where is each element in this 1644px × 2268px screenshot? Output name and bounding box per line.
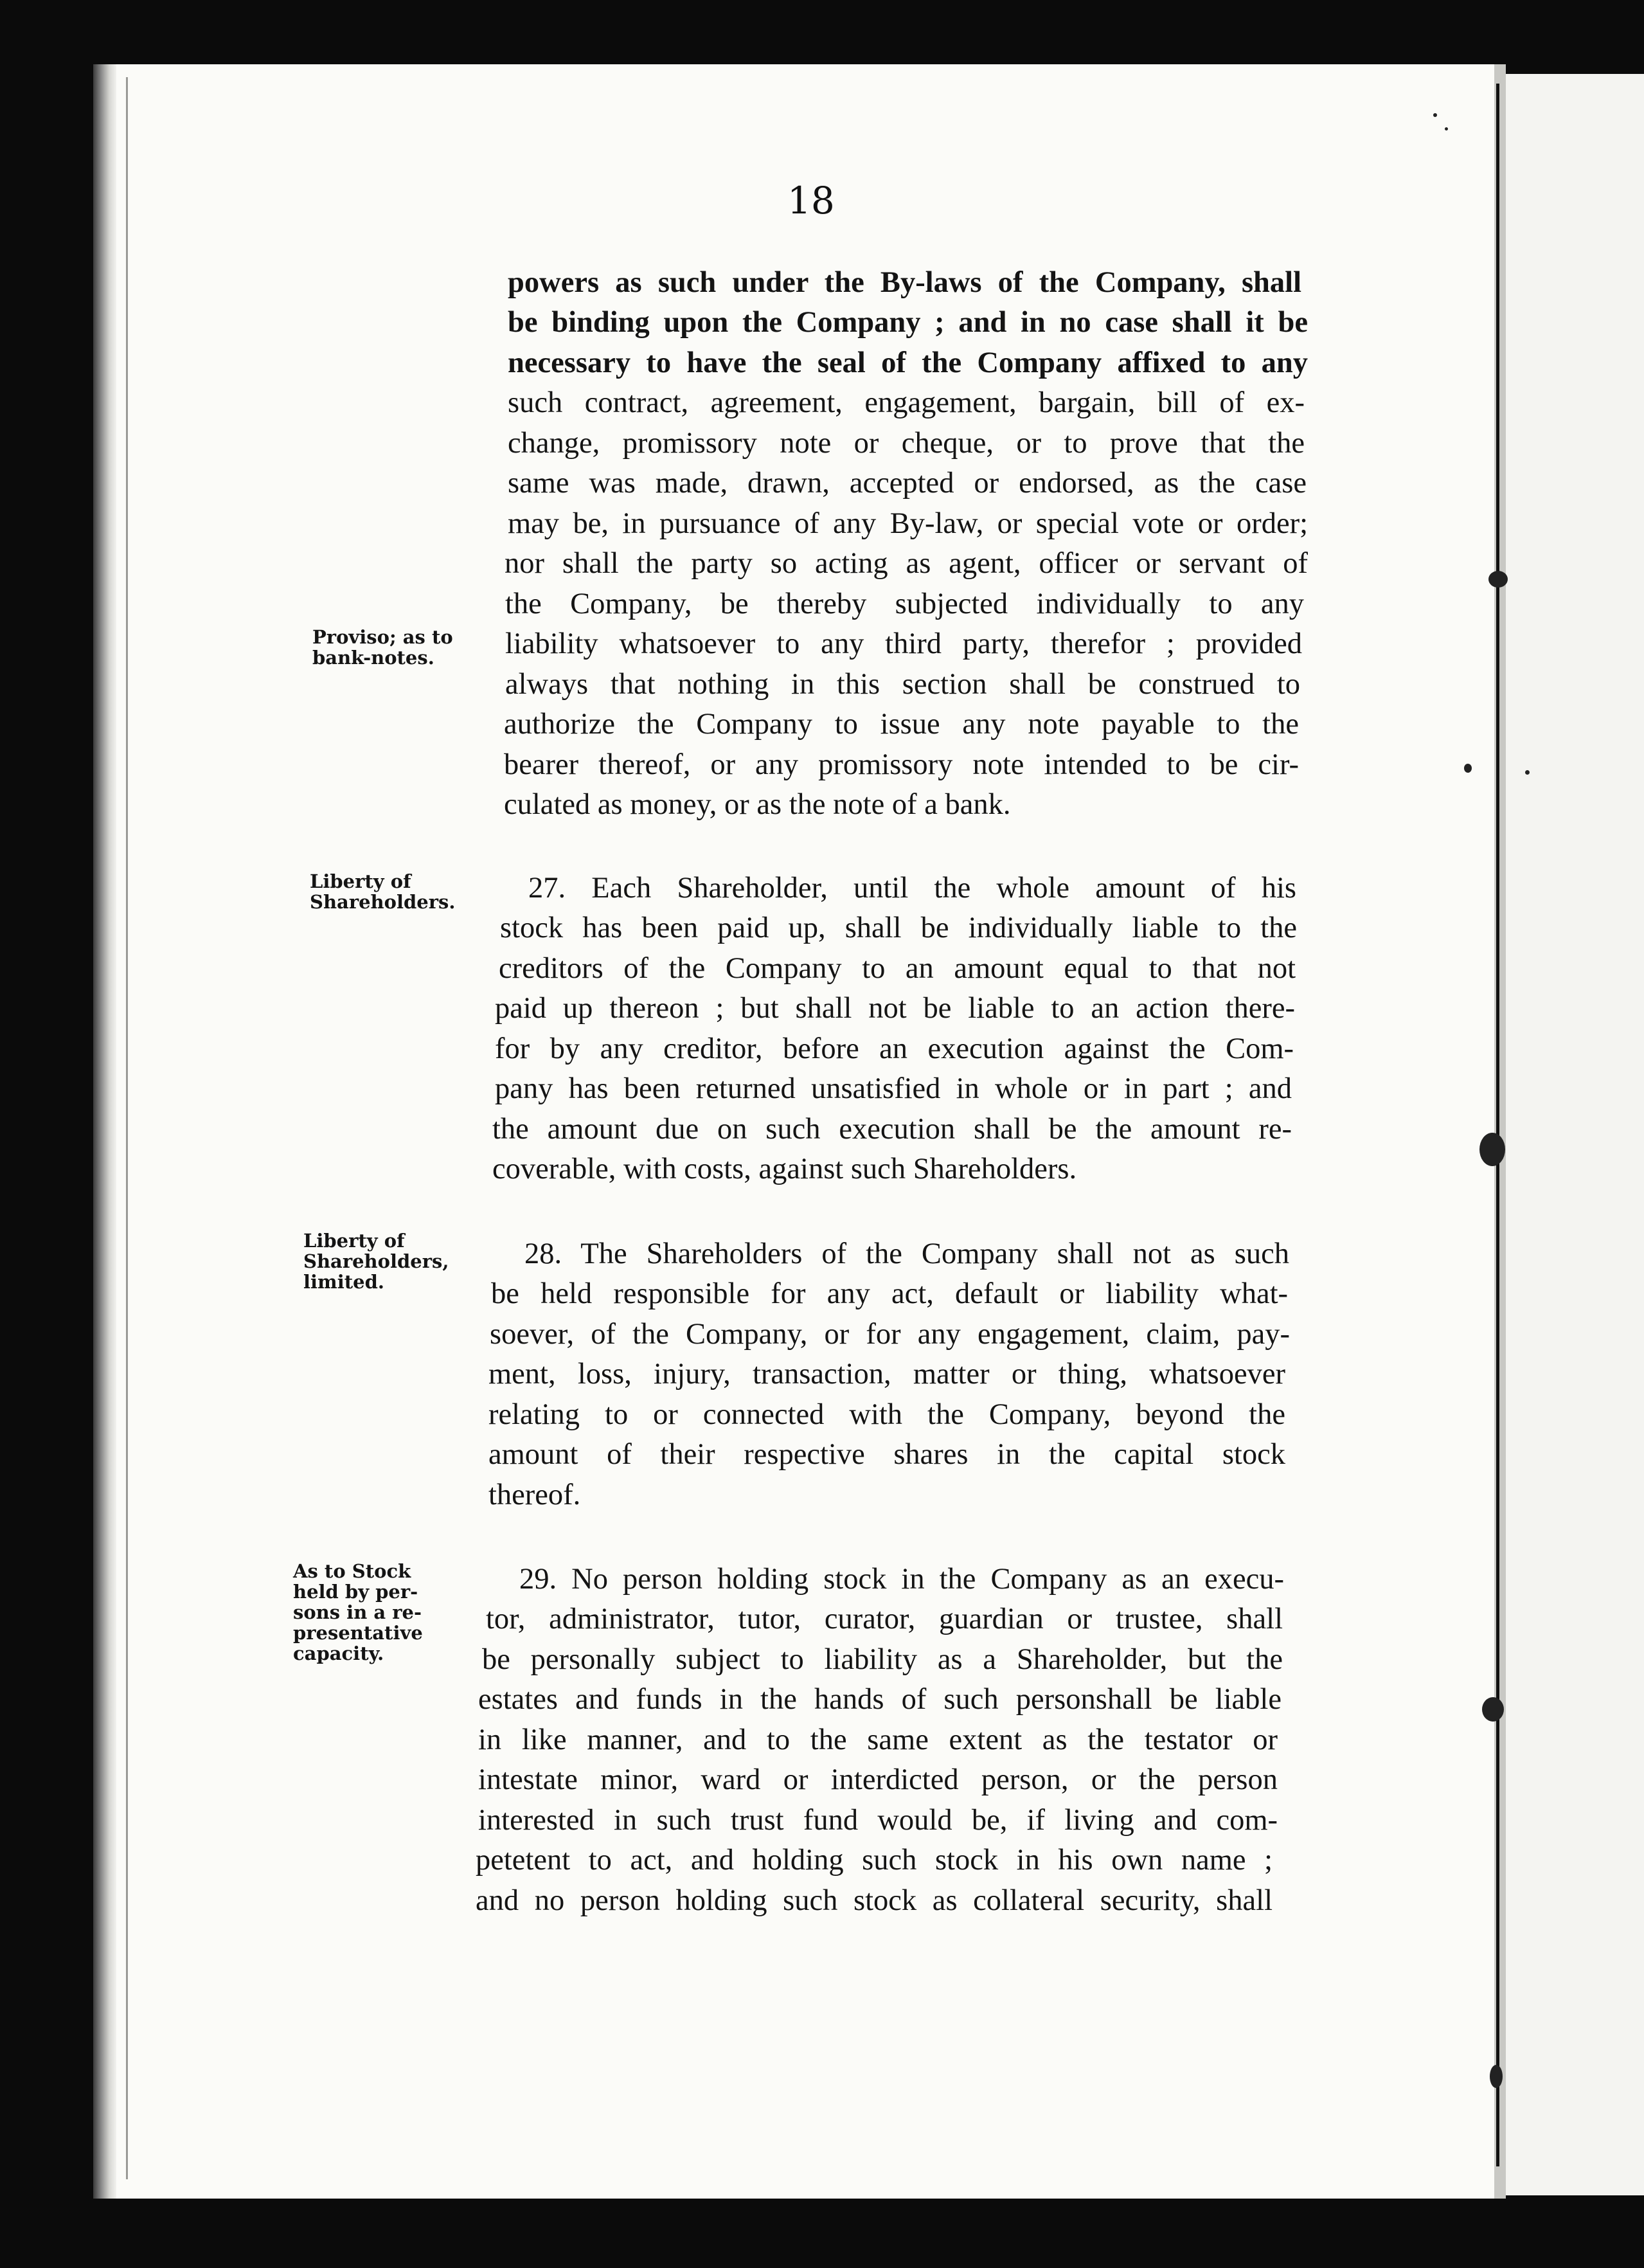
text-line: be binding upon the Company ; and in no case shall it be [508,306,1308,339]
text-line: soever, of the Company, or for any engagement, claim, pay- [490,1318,1290,1351]
adjacent-page-sliver [1506,74,1644,2195]
text-line: petetent to act, and holding such stock in his own name ; [476,1844,1273,1877]
margin-note-liberty [310,871,455,912]
margin-note-line: Shareholders. [310,891,456,913]
binding-line [126,77,128,2179]
fold-mark [1479,1133,1505,1166]
ink-speck [1525,770,1530,775]
margin-note-line: Shareholders, [303,1250,449,1272]
text-line: amount of their respective shares in the capital stock [488,1438,1285,1471]
text-line: change, promissory note or cheque, or to prove that the [508,427,1305,460]
binding-edge [93,64,116,2199]
margin-note-line: Liberty of [303,1230,405,1252]
text-line: stock has been paid up, shall be individually liable to the [500,912,1297,944]
page-fold-line [1496,84,1499,2166]
margin-note-line: presentative [293,1622,423,1644]
margin-note-liberty-limited [303,1230,449,1292]
text-line: intestate minor, ward or interdicted person, or the person [478,1763,1278,1796]
text-line: coverable, with costs, against such Shareholders. [492,1153,1077,1185]
text-line: necessary to have the seal of the Company affixed to any [508,346,1308,379]
text-line: authorize the Company to issue any note payable to the [504,708,1299,741]
margin-note-line: held by per- [293,1581,418,1603]
margin-note-line: capacity. [293,1643,384,1664]
text-line: be held responsible for any act, default or liability what- [491,1277,1288,1310]
text-line: creditors of the Company to an amount equal to that not [499,952,1296,985]
text-line: culated as money, or as the note of a bank. [504,788,1011,821]
margin-note-stock-representative [293,1561,423,1664]
text-line: paid up thereon ; but shall not be liable to an action there- [495,992,1295,1025]
text-line: interested in such trust fund would be, if living and com- [478,1804,1278,1837]
text-line: thereof. [488,1479,581,1511]
text-line: the amount due on such execution shall be the amount re- [492,1113,1292,1146]
text-line: 28. The Shareholders of the Company shall not as such [524,1238,1289,1270]
margin-note-proviso [312,627,453,668]
text-line: for by any creditor, before an execution against the Com- [495,1032,1294,1065]
text-line: bearer thereof, or any promissory note intended to be cir- [504,748,1299,781]
margin-note-line: bank-notes. [312,647,434,669]
text-line: estates and funds in the hands of such personshall be liable [478,1683,1282,1716]
fold-mark [1490,2065,1503,2088]
text-line: liability whatsoever to any third party, therefor ; provided [505,627,1302,660]
fold-mark [1488,571,1508,588]
margin-note-line: Liberty of [310,870,411,892]
text-line: nor shall the party so acting as agent, officer or servant of [505,547,1308,580]
ink-speck [1445,127,1448,130]
margin-note-line: As to Stock [293,1560,411,1582]
text-line: and no person holding such stock as collateral security, shall [476,1884,1273,1917]
text-line: the Company, be thereby subjected individually to any [505,588,1304,620]
ink-speck [1464,764,1472,773]
text-line: may be, in pursuance of any By-law, or special vote or order; [508,507,1308,540]
text-line: in like manner, and to the same extent as the testator or [478,1724,1278,1756]
text-line: 29. No person holding stock in the Company as an execu- [519,1563,1284,1596]
margin-note-line: limited. [303,1271,384,1293]
text-line: be personally subject to liability as a Shareholder, but the [482,1643,1283,1676]
text-line: powers as such under the By-laws of the Company, shall [508,266,1301,299]
ink-speck [1433,113,1437,117]
text-line: such contract, agreement, engagement, bargain, bill of ex- [508,386,1305,419]
text-line: pany has been returned unsatisfied in whole or in part ; and [495,1072,1292,1105]
text-line: relating to or connected with the Company, beyond the [488,1398,1285,1431]
text-line: 27. Each Shareholder, until the whole amount of his [528,872,1296,905]
text-line: always that nothing in this section shall be construed to [505,668,1300,701]
text-line: tor, administrator, tutor, curator, guardian or trustee, shall [486,1603,1283,1635]
margin-note-line: Proviso; as to [312,626,453,648]
text-line: same was made, drawn, accepted or endorsed, as the case [508,467,1307,500]
page-number: 18 [787,179,835,222]
fold-mark [1482,1697,1504,1722]
text-line: ment, loss, injury, transaction, matter or thing, whatsoever [488,1358,1285,1390]
margin-note-line: sons in a re- [293,1601,422,1623]
